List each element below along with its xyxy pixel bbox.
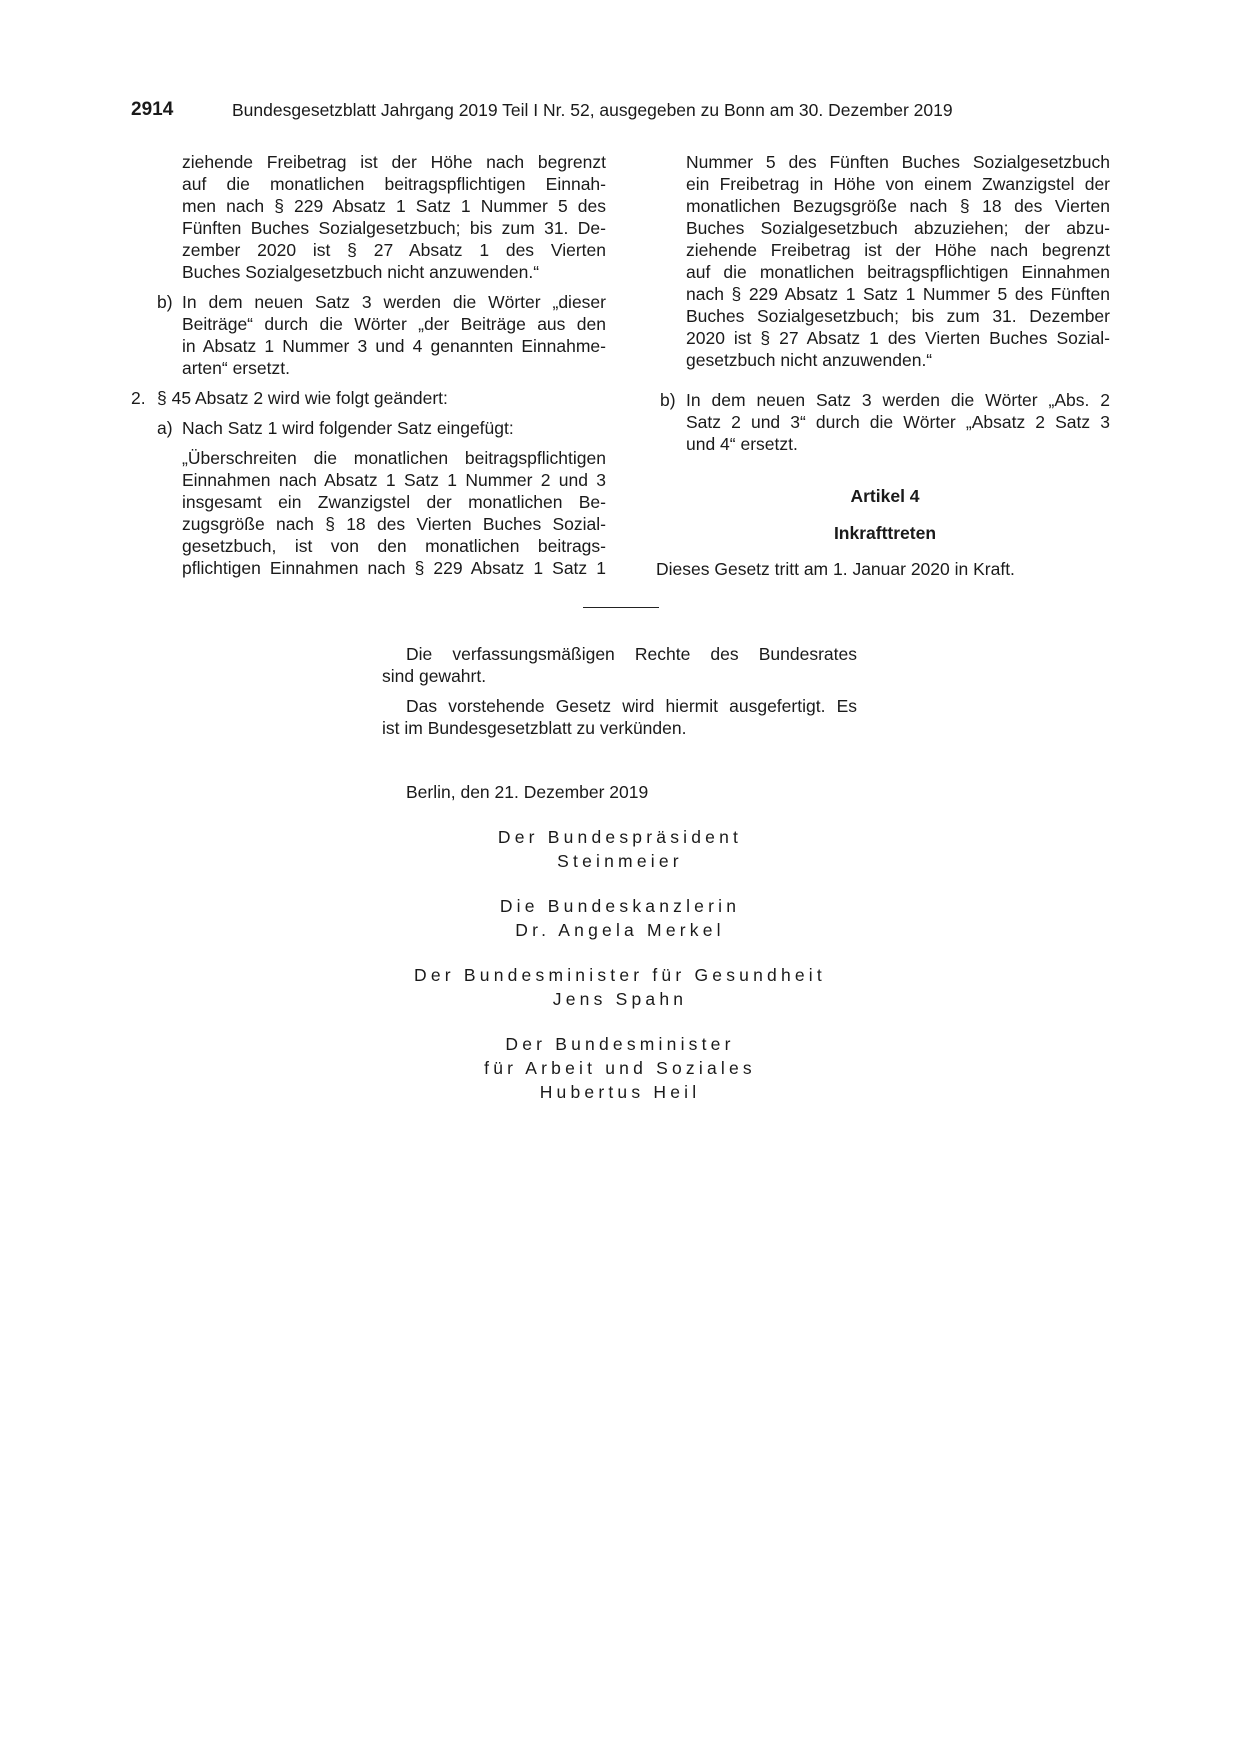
signatory-name: Steinmeier <box>557 851 683 871</box>
closing-line: Die verfassungsmäßigen Rechte des Bundesrates <box>406 644 857 664</box>
signatory-role: Die Bundeskanzlerin <box>499 896 741 916</box>
text-line: und 4“ ersetzt. <box>686 434 798 454</box>
signatory-name: Jens Spahn <box>552 989 688 1009</box>
signatory-name: Dr. Angela Merkel <box>515 920 725 940</box>
text-line: Buches Sozialgesetzbuch nicht anzuwenden.“ <box>182 262 540 282</box>
quote-line: „Überschreiten die monatlichen beitragspflichtigen <box>182 448 606 468</box>
quote-line: insgesamt ein Zwanzigstel der monatlichen Be- <box>182 492 606 512</box>
closing-line: Das vorstehende Gesetz wird hiermit ausgefertigt. Es <box>406 696 857 716</box>
place-date: Berlin, den 21. Dezember 2019 <box>406 782 649 802</box>
text-line: 2020 ist § 27 Absatz 1 des Vierten Buches Sozial- <box>686 328 1110 348</box>
text-line: Nach Satz 1 wird folgender Satz eingefügt: <box>182 418 514 438</box>
text-line: In dem neuen Satz 3 werden die Wörter „dieser <box>182 292 606 312</box>
closing-line: ist im Bundesgesetzblatt zu verkünden. <box>382 718 687 738</box>
quote-line: pflichtigen Einnahmen nach § 229 Absatz 1 Satz 1 <box>182 558 606 578</box>
text-line: monatlichen Bezugsgröße nach § 18 des Vierten <box>686 196 1110 216</box>
article-text: Dieses Gesetz tritt am 1. Januar 2020 in Kraft. <box>656 559 1015 579</box>
quote-line: zugsgröße nach § 18 des Vierten Buches Sozial- <box>182 514 606 534</box>
text-line: ziehende Freibetrag ist der Höhe nach begrenzt <box>686 240 1110 260</box>
text-line: nach § 229 Absatz 1 Satz 1 Nummer 5 des Fünften <box>686 284 1110 304</box>
article-title: Inkrafttreten <box>833 523 937 543</box>
text-line: zember 2020 ist § 27 Absatz 1 des Vierten <box>182 240 606 260</box>
text-line: Satz 2 und 3“ durch die Wörter „Absatz 2 Satz 3 <box>686 412 1110 432</box>
list-marker-a: a) <box>157 418 173 438</box>
text-line: ein Freibetrag in Höhe von einem Zwanzigstel der <box>686 174 1110 194</box>
list-marker-b: b) <box>660 390 676 410</box>
header-title: Bundesgesetzblatt Jahrgang 2019 Teil I Nr. 52, ausgegeben zu Bonn am 30. Dezember 2019 <box>232 100 953 120</box>
text-line: auf die monatlichen beitragspflichtigen Einnahmen <box>686 262 1110 282</box>
text-line: In dem neuen Satz 3 werden die Wörter „Abs. 2 <box>686 390 1110 410</box>
text-line: auf die monatlichen beitragspflichtigen Einnah- <box>182 174 606 194</box>
list-marker-b: b) <box>157 292 173 312</box>
list-marker-2: 2. <box>131 388 146 408</box>
page-number: 2914 <box>131 99 174 120</box>
text-line: § 45 Absatz 2 wird wie folgt geändert: <box>157 388 448 408</box>
signatory-name: Hubertus Heil <box>539 1082 701 1102</box>
text-line: Nummer 5 des Fünften Buches Sozialgesetzbuch <box>686 152 1110 172</box>
signatory-role: Der Bundesminister für Gesundheit <box>414 965 826 985</box>
text-line: Buches Sozialgesetzbuch; bis zum 31. Dezember <box>686 306 1110 326</box>
text-line: men nach § 229 Absatz 1 Satz 1 Nummer 5 des <box>182 196 606 216</box>
section-divider <box>583 607 659 608</box>
text-line: Beiträge“ durch die Wörter „der Beiträge aus den <box>182 314 606 334</box>
closing-line: sind gewahrt. <box>382 666 487 686</box>
text-line: arten“ ersetzt. <box>182 358 290 378</box>
quote-line: gesetzbuch, ist von den monatlichen beitrags- <box>182 536 606 556</box>
text-line: ziehende Freibetrag ist der Höhe nach begrenzt <box>182 152 606 172</box>
text-line: Buches Sozialgesetzbuch abzuziehen; der abzu- <box>686 218 1110 238</box>
text-line: gesetzbuch nicht anzuwenden.“ <box>686 350 933 370</box>
article-heading: Artikel 4 <box>850 486 920 506</box>
quote-line: Einnahmen nach Absatz 1 Satz 1 Nummer 2 und 3 <box>182 470 606 490</box>
text-line: in Absatz 1 Nummer 3 und 4 genannten Einnahme- <box>182 336 606 356</box>
signatory-role: Der Bundespräsident <box>497 827 743 847</box>
signatory-role: für Arbeit und Soziales <box>484 1058 756 1078</box>
signatory-role: Der Bundesminister <box>505 1034 735 1054</box>
text-line: Fünften Buches Sozialgesetzbuch; bis zum 31. De- <box>182 218 606 238</box>
